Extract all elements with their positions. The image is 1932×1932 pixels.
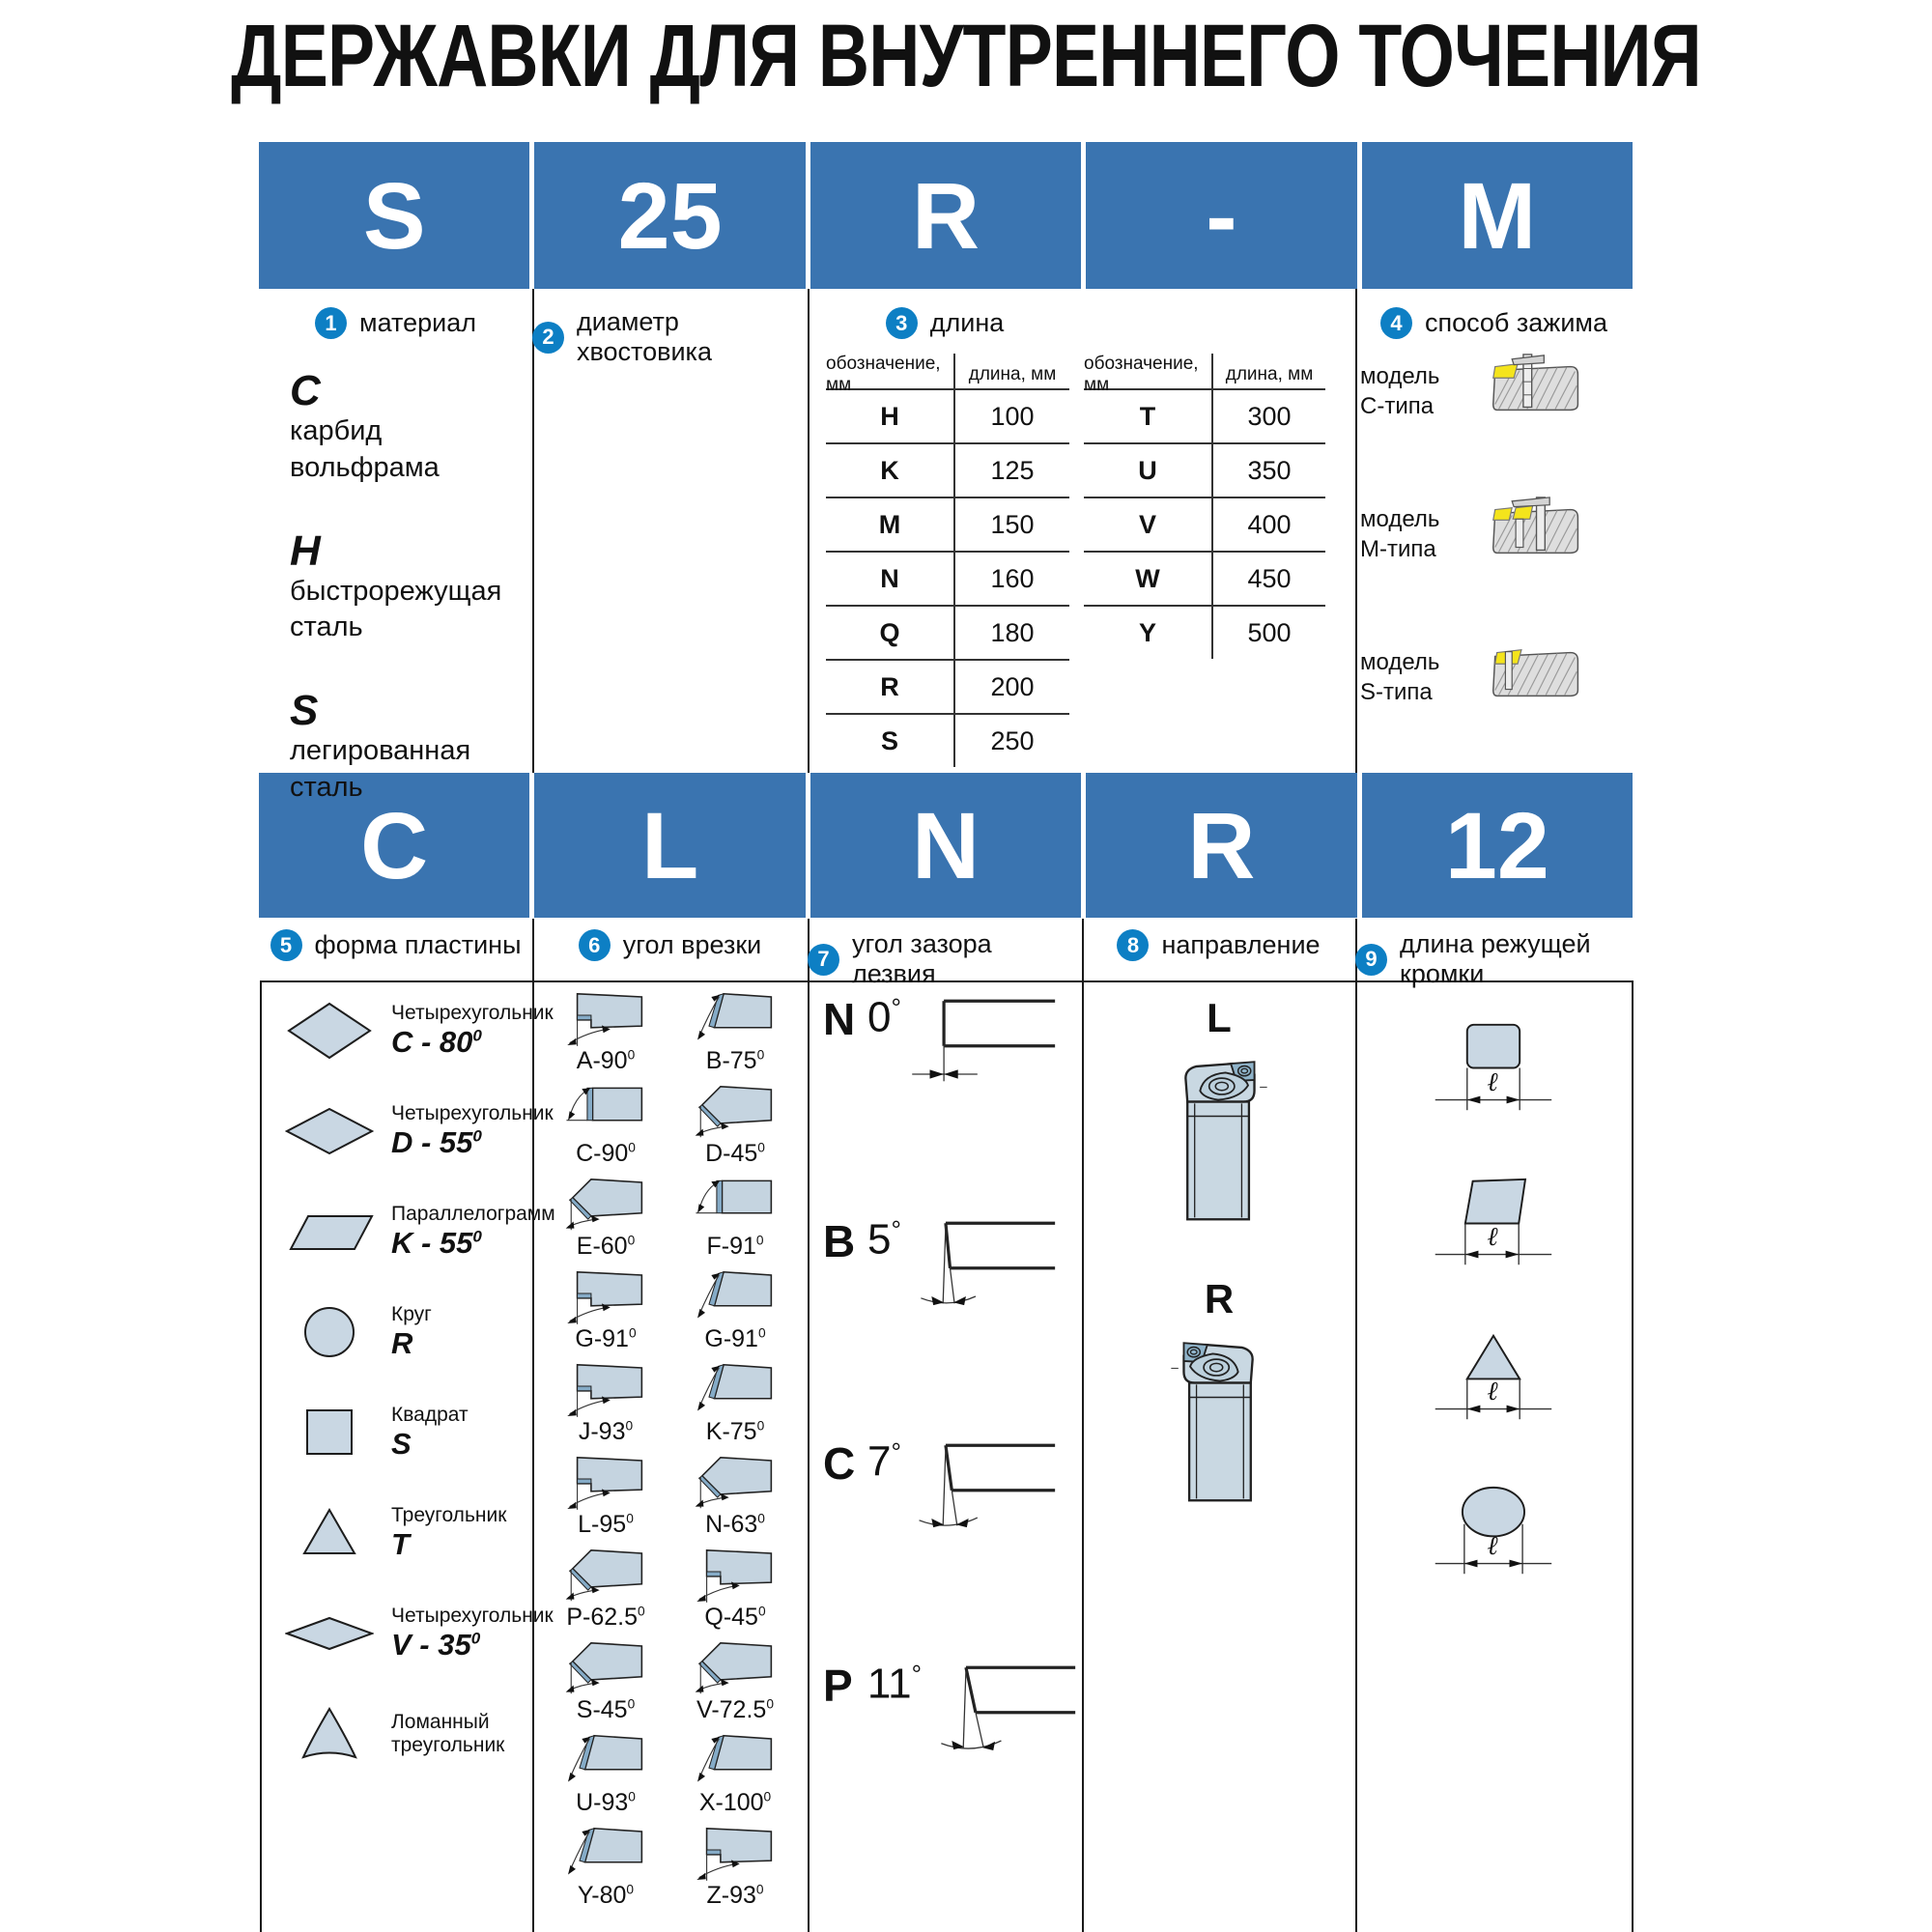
column-divider (1082, 919, 1084, 1932)
length-table-header (826, 354, 1069, 395)
clamping-model-image (1484, 493, 1592, 568)
material-item (290, 369, 531, 487)
code-cell (534, 773, 805, 918)
clearance-angle: 11° (867, 1660, 922, 1708)
code-letter: C (360, 792, 429, 898)
lead-angle-label: $G-91^0$ (704, 1325, 766, 1352)
insert-shape-item (285, 1300, 528, 1364)
direction-label: R (1204, 1276, 1235, 1321)
code-row-top (259, 142, 1633, 289)
length-row (1084, 388, 1325, 442)
length-row (826, 551, 1069, 605)
clamping-label (1360, 493, 1474, 564)
lead-angle-icon (685, 1267, 785, 1327)
code-cell (259, 142, 529, 289)
lead-angle-icon (685, 1453, 785, 1513)
length-row (826, 605, 1069, 659)
insert-shape-item (285, 1200, 555, 1264)
length-row (826, 388, 1069, 442)
insert-shape-text (391, 1404, 469, 1462)
badge-8: 8 (1117, 929, 1149, 961)
length-code: Q (879, 617, 900, 647)
section-label: угол зазора лезвия (852, 929, 992, 988)
insert-shape-icon (285, 1001, 374, 1061)
clamping-model-image (1484, 350, 1592, 425)
lead-angle-item (676, 1638, 794, 1724)
lead-angle-icon (685, 1175, 785, 1235)
clamping-list (1360, 350, 1633, 779)
material-item (290, 689, 531, 807)
clamping-label-line2: С-типа (1360, 393, 1435, 420)
section-header-material (259, 307, 532, 339)
lead-angle-item (676, 1175, 794, 1261)
material-code: S (290, 687, 319, 735)
length-table-a (826, 354, 1069, 767)
outer-border-left (260, 980, 262, 1932)
length-row (826, 659, 1069, 713)
clearance-item (823, 993, 1078, 1101)
insert-shape-list (285, 999, 555, 1803)
column-divider (808, 919, 810, 1932)
length-table-b (1084, 354, 1325, 659)
badge-7: 7 (808, 944, 839, 976)
lead-angle-item (547, 1267, 665, 1353)
clearance-item (823, 1660, 1078, 1768)
column-divider (808, 289, 810, 773)
lead-angle-item (676, 1360, 794, 1446)
code-cell (1086, 773, 1356, 918)
edge-length-dim-label: ℓ (1487, 1222, 1498, 1252)
section-header-edge-length (1355, 929, 1633, 989)
insert-shape-text (391, 1605, 554, 1662)
code-letter: N (911, 792, 980, 898)
code-letter: L (640, 792, 699, 898)
length-code: M (878, 509, 901, 539)
section-header-insert-shape (259, 929, 532, 961)
lead-angle-label: $K-75^0$ (705, 1418, 765, 1445)
length-code: R (880, 671, 899, 701)
lead-angle-item (676, 1267, 794, 1353)
length-code: W (1135, 563, 1160, 593)
length-row (1084, 551, 1325, 605)
lead-angle-label: $B-75^0$ (705, 1047, 765, 1074)
lead-angle-label: $Z-93^0$ (706, 1882, 764, 1909)
code-letter: R (911, 162, 980, 269)
length-value: 160 (953, 553, 1069, 605)
lead-angle-item (676, 1731, 794, 1817)
lead-angle-icon (685, 1546, 785, 1605)
lead-angle-label: $Q-45^0$ (704, 1604, 766, 1631)
badge-2: 2 (532, 322, 564, 354)
badge-9: 9 (1355, 944, 1387, 976)
insert-shape-code: C - $80^0$ (391, 1025, 482, 1060)
insert-shape-text (391, 1303, 432, 1361)
insert-shape-name: Параллелограмм (391, 1202, 555, 1225)
column-divider (532, 919, 534, 1932)
code-letter: S (362, 162, 426, 269)
clamping-item (1360, 493, 1633, 568)
lead-angle-item (676, 989, 794, 1075)
insert-shape-icon (285, 1101, 374, 1161)
insert-shape-name: Ломанный треугольник (391, 1710, 505, 1756)
section-label: материал (359, 308, 476, 337)
insert-shape-icon (285, 1704, 374, 1764)
length-row (826, 713, 1069, 767)
length-code: H (880, 401, 899, 431)
length-value: 500 (1211, 607, 1325, 659)
clearance-letter: B (823, 1216, 856, 1266)
edge-length-item (1377, 1328, 1608, 1430)
length-value: 150 (953, 498, 1069, 551)
edge-length-dim-label: ℓ (1487, 1377, 1498, 1406)
lead-angle-icon (555, 1360, 656, 1420)
lead-angle-icon (685, 1638, 785, 1698)
clearance-angle: 7° (867, 1437, 901, 1486)
insert-shape-item (285, 1501, 528, 1565)
insert-shape-item (285, 1602, 554, 1665)
length-value: 400 (1211, 498, 1325, 551)
insert-shape-item (285, 1099, 554, 1163)
clamping-model-image (1484, 636, 1592, 711)
clearance-letter: C (823, 1438, 856, 1489)
section-label: диаметр хвостовика (577, 307, 712, 366)
lead-angle-label: $D-45^0$ (705, 1140, 765, 1167)
insert-shape-code: T (391, 1527, 410, 1562)
material-list (290, 369, 531, 849)
lead-angle-item (547, 1824, 665, 1910)
lead-angle-label: $X-100^0$ (698, 1789, 772, 1816)
lead-angle-item (547, 1731, 665, 1817)
lead-angle-icon (555, 1453, 656, 1513)
lead-angle-label: $C-90^0$ (576, 1140, 636, 1167)
insert-shape-name: Круг (391, 1302, 432, 1325)
section-label: угол врезки (622, 930, 762, 959)
badge-4: 4 (1380, 307, 1412, 339)
lead-angle-icon (685, 1360, 785, 1420)
insert-shape-name: Треугольник (391, 1503, 507, 1526)
edge-length-item (1377, 1174, 1608, 1275)
column-divider (1355, 289, 1357, 773)
badge-3: 3 (886, 307, 918, 339)
length-code: S (880, 725, 898, 755)
toolholder-image (1160, 1051, 1278, 1223)
material-code: H (290, 526, 321, 575)
insert-shape-icon (285, 1202, 374, 1262)
code-letter: 25 (617, 162, 723, 269)
lead-angle-icon (555, 989, 656, 1049)
lead-angle-item (547, 1082, 665, 1168)
code-cell (810, 773, 1081, 918)
section-label: длина режущей кромки (1400, 929, 1591, 988)
length-value: 180 (953, 607, 1069, 659)
lead-angle-label: $A-90^0$ (576, 1047, 636, 1074)
material-desc: карбид вольфрама (290, 415, 440, 483)
edge-length-list (1377, 1019, 1608, 1637)
lead-angle-icon (685, 1082, 785, 1142)
code-cell (810, 142, 1081, 289)
section-label: форма пластины (314, 930, 522, 959)
insert-shape-name: Четырехугольник (391, 1001, 554, 1024)
section-label: длина (929, 308, 1005, 337)
lead-angle-item (547, 1453, 665, 1539)
lead-angle-icon (555, 1546, 656, 1605)
lead-angle-icon (555, 1731, 656, 1791)
lead-angle-label: $G-91^0$ (575, 1325, 637, 1352)
clamping-label-line1: модель (1360, 649, 1440, 675)
length-value: 100 (953, 390, 1069, 442)
edge-length-dim-label: ℓ (1487, 1531, 1498, 1561)
lead-angle-label: $U-93^0$ (576, 1789, 636, 1816)
length-value: 300 (1211, 390, 1325, 442)
material-code: C (290, 367, 321, 414)
insert-shape-item (285, 1702, 528, 1766)
toolholder-image (1160, 1332, 1278, 1504)
insert-shape-code: V - $35^0$ (391, 1628, 481, 1662)
clearance-diagram (923, 1660, 1078, 1761)
column-divider (1355, 919, 1357, 1932)
code-letter: R (1187, 792, 1256, 898)
insert-shape-text (391, 1203, 554, 1261)
length-value: 450 (1211, 553, 1325, 605)
lead-angle-label: $S-45^0$ (576, 1696, 636, 1723)
lead-angle-icon (685, 1731, 785, 1791)
badge-1: 1 (315, 307, 347, 339)
material-desc: легированная сталь (290, 735, 471, 803)
lead-angle-icon (555, 1267, 656, 1327)
clearance-angle: 0° (867, 993, 901, 1041)
lead-angle-label: $N-63^0$ (705, 1511, 765, 1538)
insert-shape-item (285, 999, 554, 1063)
clearance-angle: 5° (867, 1215, 901, 1264)
badge-6: 6 (579, 929, 611, 961)
clamping-label-line2: S-типа (1360, 679, 1433, 706)
lead-angle-label: $E-60^0$ (576, 1233, 636, 1260)
lead-angle-label: P-62.5$^0$ (566, 1604, 645, 1631)
insert-shape-name: Четырехугольник (391, 1604, 554, 1627)
lead-angle-icon (555, 1824, 656, 1884)
clamping-label (1360, 350, 1474, 421)
length-code: K (880, 455, 899, 485)
clamping-label-line1: модель (1360, 506, 1440, 532)
length-row (1084, 605, 1325, 659)
col-header-designation: обозначение, мм (826, 354, 941, 395)
col-header-length: длина, мм (953, 354, 1069, 396)
insert-shape-name: Четырехугольник (391, 1101, 554, 1124)
length-table-header (1084, 354, 1325, 395)
insert-shape-code: R (391, 1326, 413, 1361)
insert-shape-text (391, 1002, 554, 1060)
code-letter: M (1458, 162, 1537, 269)
lead-angle-item (547, 989, 665, 1075)
lead-angle-item (547, 1638, 665, 1724)
clamping-item (1360, 636, 1633, 711)
section-header-length (808, 307, 1082, 339)
code-cell (1362, 142, 1633, 289)
length-row (826, 497, 1069, 551)
lead-angle-item (547, 1546, 665, 1632)
direction-list (1092, 995, 1347, 1557)
col-header-length: длина, мм (1211, 354, 1325, 396)
badge-5: 5 (270, 929, 302, 961)
length-code: N (880, 563, 899, 593)
clamping-label-line2: М-типа (1360, 536, 1436, 563)
section-label: способ зажима (1424, 308, 1608, 337)
insert-shape-text (391, 1504, 506, 1562)
outer-border-right (1632, 980, 1634, 1932)
code-cell (1362, 773, 1633, 918)
clearance-list (823, 993, 1078, 1882)
insert-shape-text (391, 1102, 554, 1160)
clearance-letter: N (823, 994, 856, 1044)
clearance-diagram (903, 993, 1058, 1094)
lead-angle-item (676, 1546, 794, 1632)
lead-angle-label: V-72.5$^0$ (696, 1696, 774, 1723)
direction-item (1092, 1276, 1347, 1509)
lead-angle-item (676, 1824, 794, 1910)
lead-angle-icon (555, 1175, 656, 1235)
col-header-designation: обозначение, мм (1084, 354, 1199, 395)
lead-angle-label: $Y-80^0$ (577, 1882, 635, 1909)
clamping-label-line1: модель (1360, 363, 1440, 389)
length-row (1084, 442, 1325, 497)
clearance-letter: P (823, 1661, 853, 1711)
length-value: 125 (953, 444, 1069, 497)
section-label: направление (1161, 930, 1321, 959)
clearance-item (823, 1215, 1078, 1323)
lead-angle-icon (555, 1638, 656, 1698)
lead-angle-label: $F-91^0$ (706, 1233, 764, 1260)
code-cell (534, 142, 805, 289)
insert-shape-icon (285, 1302, 374, 1362)
insert-shape-icon (285, 1503, 374, 1563)
lead-angle-icon (685, 989, 785, 1049)
insert-shape-code: K - $55^0$ (391, 1226, 482, 1261)
length-value: 200 (953, 661, 1069, 713)
page-title: ДЕРЖАВКИ ДЛЯ ВНУТРЕННЕГО ТОЧЕНИЯ (231, 7, 1701, 105)
material-item (290, 526, 531, 647)
edge-length-dim-label: ℓ (1487, 1067, 1498, 1097)
lead-angle-item (676, 1453, 794, 1539)
insert-shape-icon (285, 1403, 374, 1463)
clearance-diagram (903, 1437, 1058, 1539)
lead-angle-icon (555, 1082, 656, 1142)
edge-length-item (1377, 1019, 1608, 1121)
insert-shape-text (391, 1711, 528, 1757)
lead-angle-label: $L-95^0$ (578, 1511, 634, 1538)
length-row (1084, 497, 1325, 551)
section-header-clamping (1355, 307, 1633, 339)
insert-shape-code: D - $55^0$ (391, 1125, 482, 1160)
section-header-shank (532, 307, 808, 367)
clamping-item (1360, 350, 1633, 425)
insert-shape-name: Квадрат (391, 1403, 469, 1426)
length-code: Y (1138, 617, 1156, 647)
length-code: T (1139, 401, 1156, 431)
length-code: U (1138, 455, 1157, 485)
material-desc: быстрорежущая сталь (290, 575, 502, 643)
length-code: V (1138, 509, 1156, 539)
clamping-label (1360, 636, 1474, 707)
code-cell (1086, 142, 1356, 289)
clearance-diagram (903, 1215, 1058, 1317)
insert-shape-icon (285, 1604, 374, 1663)
clearance-item (823, 1437, 1078, 1546)
code-letter: 12 (1444, 792, 1549, 898)
lead-angle-icon (685, 1824, 785, 1884)
insert-shape-code: S (391, 1427, 412, 1462)
lead-angle-label: $J-93^0$ (578, 1418, 634, 1445)
edge-length-item (1377, 1483, 1608, 1584)
length-value: 250 (953, 715, 1069, 767)
section-header-clearance (808, 929, 1082, 989)
lead-angle-item (547, 1360, 665, 1446)
section-header-direction (1082, 929, 1355, 961)
length-value: 350 (1211, 444, 1325, 497)
code-letter: - (1206, 162, 1237, 269)
section-header-lead-angle (532, 929, 808, 961)
length-row (826, 442, 1069, 497)
direction-item (1092, 995, 1347, 1228)
direction-label: L (1207, 995, 1232, 1040)
lead-angle-item (547, 1175, 665, 1261)
insert-shape-item (285, 1401, 528, 1464)
lead-angle-item (676, 1082, 794, 1168)
lead-angle-grid (547, 989, 794, 1910)
